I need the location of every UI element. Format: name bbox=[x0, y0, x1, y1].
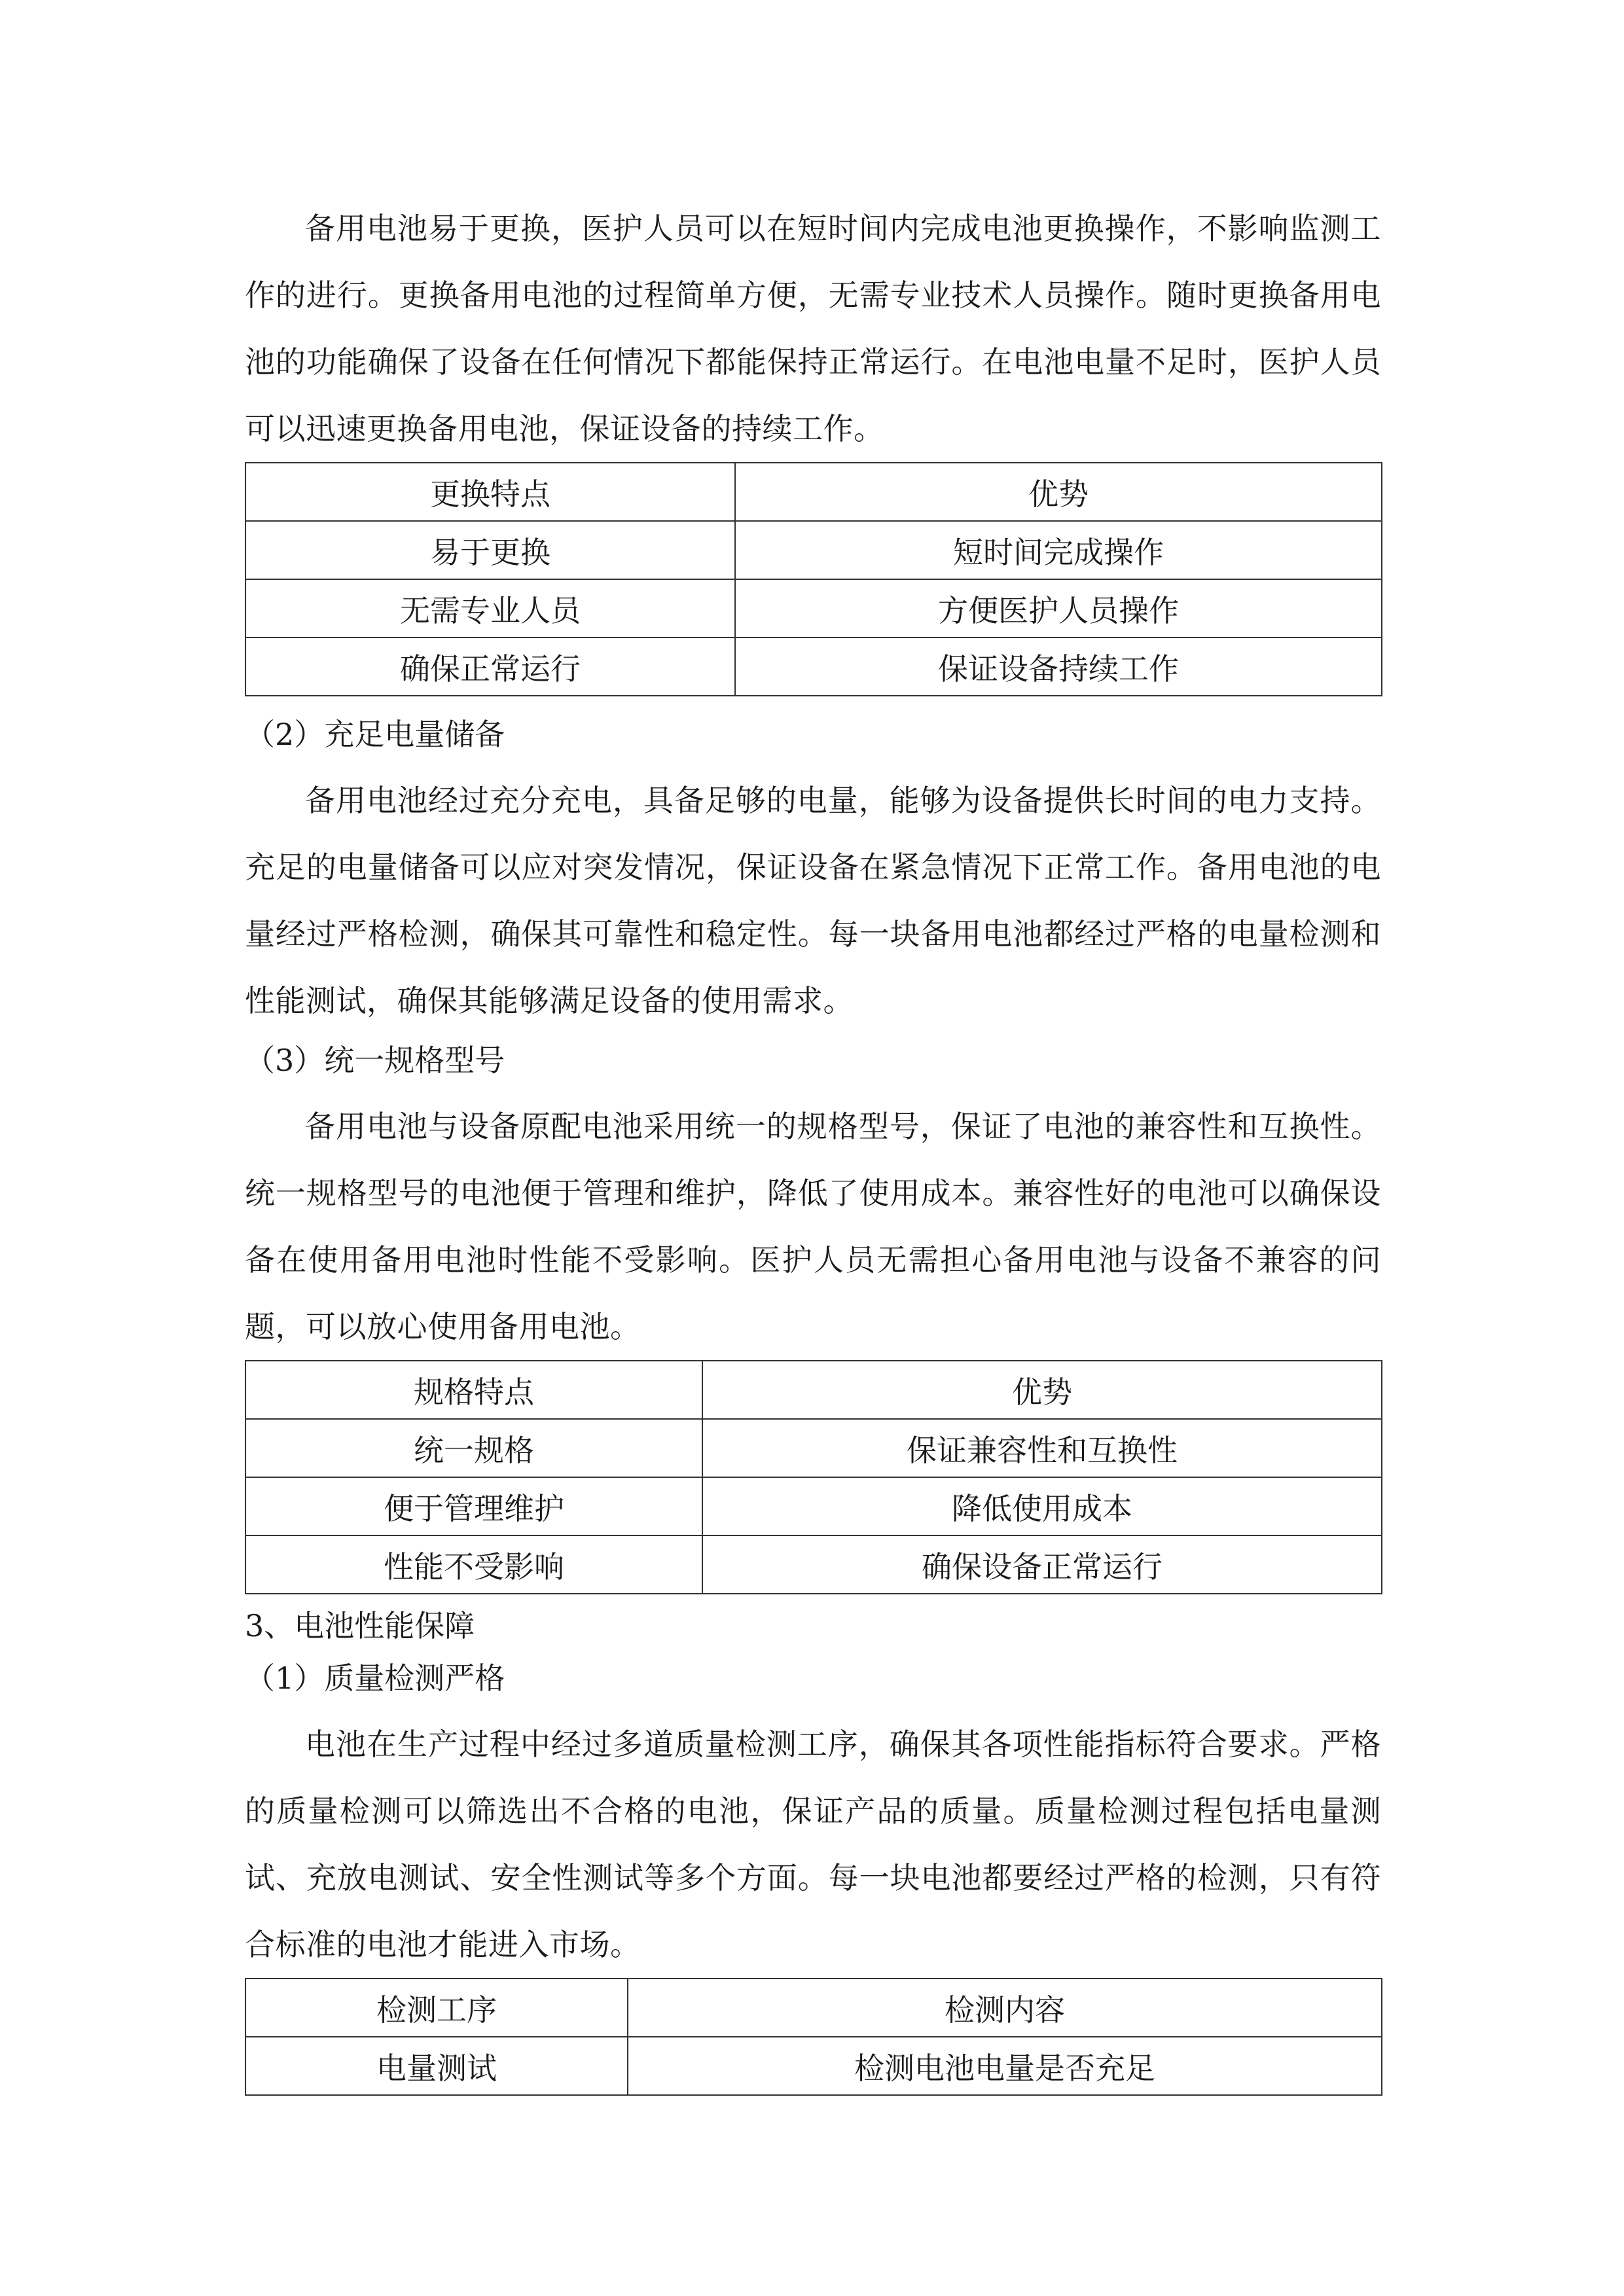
table-row bbox=[245, 1535, 1382, 1594]
table-row bbox=[245, 1477, 1382, 1535]
table-row bbox=[245, 521, 1382, 579]
table-row bbox=[245, 579, 1382, 637]
table-header-cell: 优势 bbox=[702, 1361, 1382, 1419]
table-header-row bbox=[245, 1361, 1382, 1419]
table-cell: 电量测试 bbox=[245, 2037, 628, 2095]
table-header-cell: 规格特点 bbox=[245, 1361, 702, 1419]
table-cell: 便于管理维护 bbox=[245, 1477, 702, 1535]
table-cell: 检测电池电量是否充足 bbox=[628, 2037, 1382, 2095]
paragraph-battery-replacement: 备用电池易于更换，医护人员可以在短时间内完成电池更换操作，不影响监测工作的进行。更换备用电池的过程简单方便，无需专业技术人员操作。随时更换备用电池的功能确保了设备在任何情况下都能保持正常运行。在电池电量不足时，医护人员可以迅速更换备用电池，保证设备的持续工作。 bbox=[245, 211, 1381, 446]
table-replacement-features bbox=[245, 462, 1382, 696]
table-cell: 方便医护人员操作 bbox=[735, 579, 1382, 637]
table-cell: 保证兼容性和互换性 bbox=[702, 1419, 1382, 1477]
table-row bbox=[245, 1419, 1382, 1477]
table-cell: 性能不受影响 bbox=[245, 1535, 702, 1594]
document-page bbox=[245, 0, 1381, 2096]
table-row bbox=[245, 2037, 1382, 2095]
table-header-row bbox=[245, 1979, 1382, 2037]
table-cell: 易于更换 bbox=[245, 521, 735, 579]
table-header-cell: 检测内容 bbox=[628, 1979, 1382, 2037]
table-cell: 统一规格 bbox=[245, 1419, 702, 1477]
table-header-cell: 优势 bbox=[735, 463, 1382, 521]
table-cell: 短时间完成操作 bbox=[735, 521, 1382, 579]
section-heading: （1）质量检测严格 bbox=[245, 1660, 505, 1696]
paragraph-power-reserve: 备用电池经过充分充电，具备足够的电量，能够为设备提供长时间的电力支持。充足的电量储备可以应对突发情况，保证设备在紧急情况下正常工作。备用电池的电量经过严格检测，确保其可靠性和稳定性。每一块备用电池都经过严格的电量检测和性能测试，确保其能够满足设备的使用需求。 bbox=[245, 783, 1381, 1018]
paragraph-quality-inspection: 电池在生产过程中经过多道质量检测工序，确保其各项性能指标符合要求。严格的质量检测可以筛选出不合格的电池，保证产品的质量。质量检测过程包括电量测试、充放电测试、安全性测试等多个方面。每一块电池都要经过严格的检测，只有符合标准的电池才能进入市场。 bbox=[245, 1727, 1381, 1962]
table-header-row bbox=[245, 463, 1382, 521]
table-inspection-process bbox=[245, 1978, 1382, 2096]
table-cell: 保证设备持续工作 bbox=[735, 637, 1382, 696]
chapter-heading: 3、电池性能保障 bbox=[245, 1608, 475, 1643]
table-cell: 降低使用成本 bbox=[702, 1477, 1382, 1535]
table-header-cell: 检测工序 bbox=[245, 1979, 628, 2037]
table-cell: 确保正常运行 bbox=[245, 637, 735, 696]
section-heading: （2）充足电量储备 bbox=[245, 717, 505, 752]
table-cell: 无需专业人员 bbox=[245, 579, 735, 637]
table-cell: 确保设备正常运行 bbox=[702, 1535, 1382, 1594]
paragraph-unified-spec: 备用电池与设备原配电池采用统一的规格型号，保证了电池的兼容性和互换性。统一规格型号的电池便于管理和维护，降低了使用成本。兼容性好的电池可以确保设备在使用备用电池时性能不受影响。医护人员无需担心备用电池与设备不兼容的问题，可以放心使用备用电池。 bbox=[245, 1109, 1381, 1344]
table-spec-features bbox=[245, 1360, 1382, 1594]
table-row bbox=[245, 637, 1382, 696]
table-header-cell: 更换特点 bbox=[245, 463, 735, 521]
section-heading: （3）统一规格型号 bbox=[245, 1043, 505, 1078]
